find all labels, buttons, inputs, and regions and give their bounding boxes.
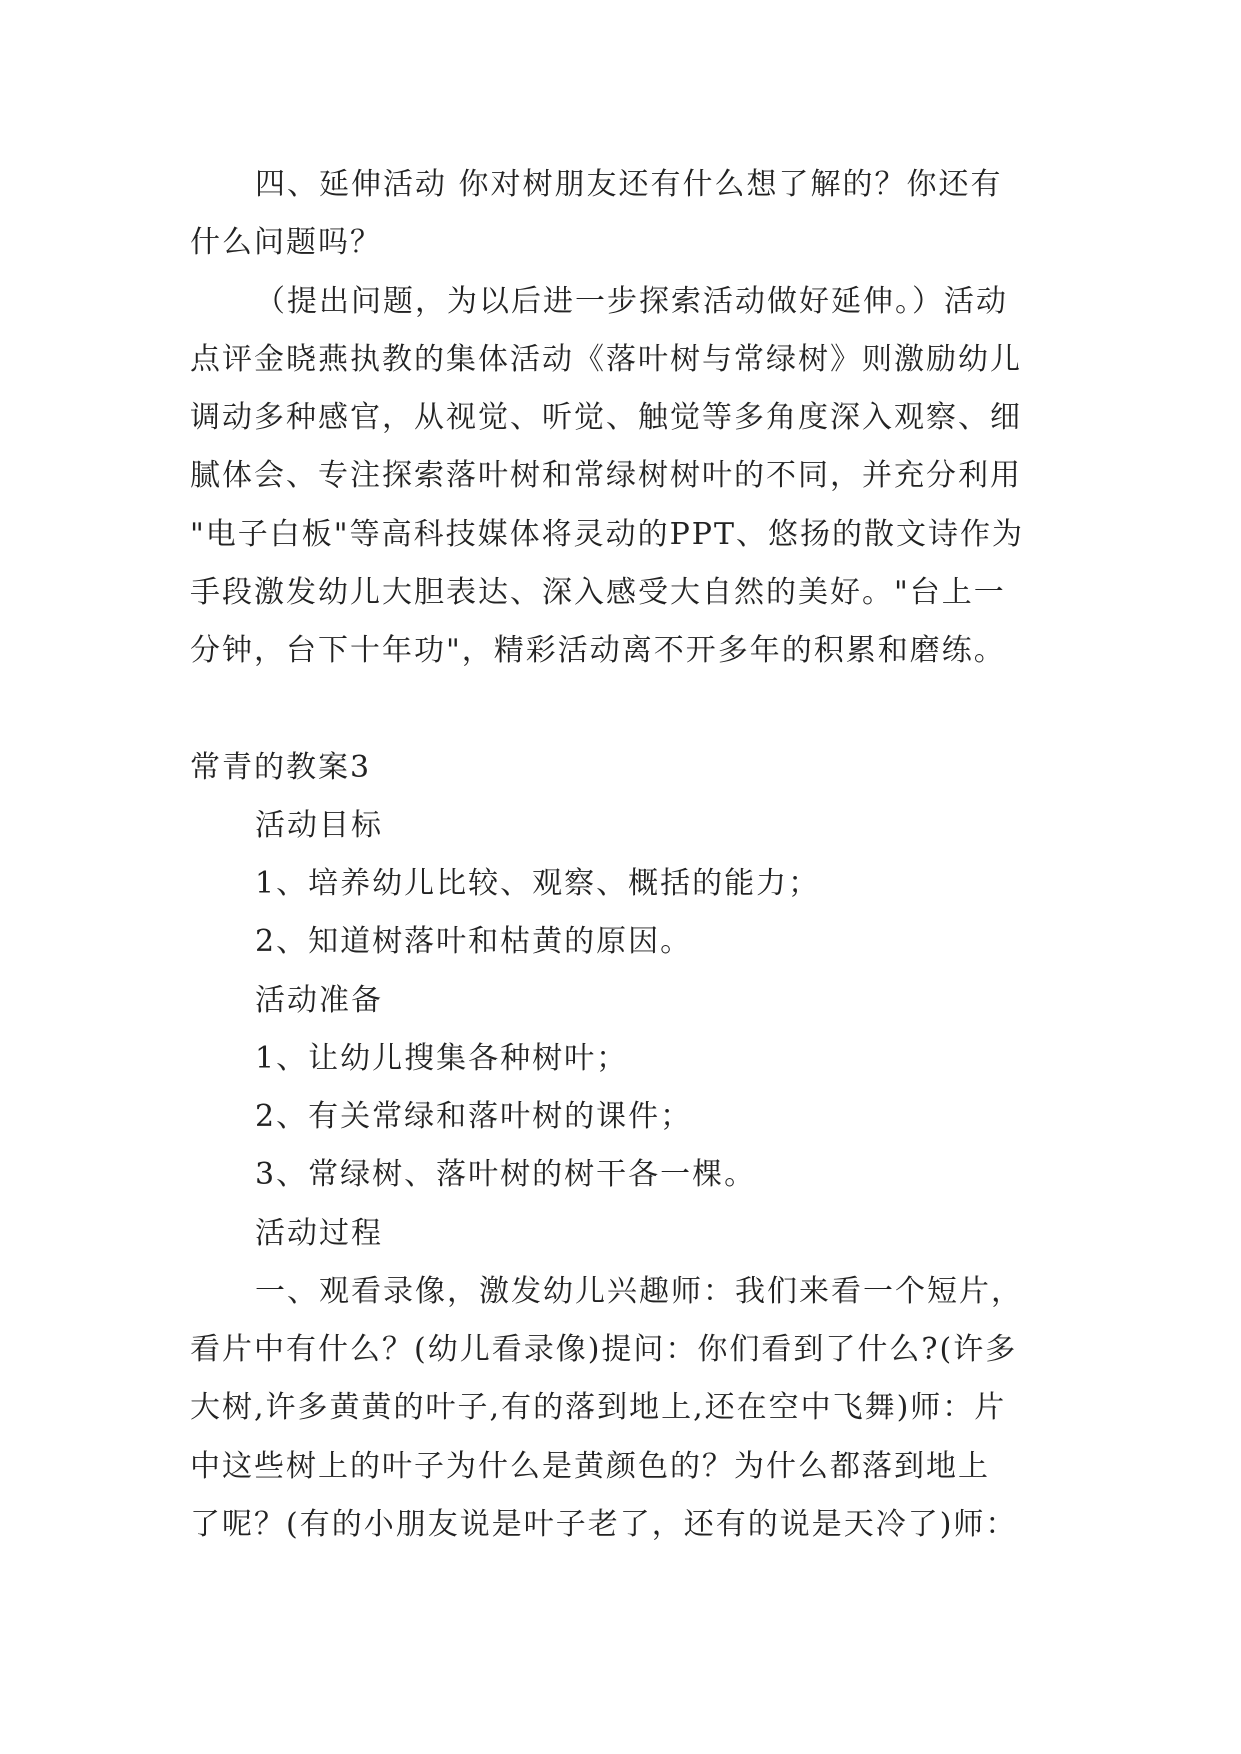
paragraph-line: 什么问题吗？	[190, 225, 382, 260]
paragraph-line: 了呢？(有的小朋友说是叶子老了，还有的说是天冷了)师：	[190, 1507, 1018, 1542]
subheading: 活动过程	[255, 1216, 383, 1251]
list-item: 3、常绿树、落叶树的树干各一棵。	[255, 1157, 757, 1192]
paragraph-line: 四、延伸活动 你对树朋友还有什么想了解的？你还有	[255, 167, 1003, 202]
paragraph-line: 中这些树上的叶子为什么是黄颜色的？为什么都落到地上	[190, 1449, 990, 1484]
paragraph-line: （提出问题，为以后进一步探索活动做好延伸。）活动	[255, 284, 1008, 319]
paragraph-line: 点评金晓燕执教的集体活动《落叶树与常绿树》则激励幼儿	[190, 342, 1022, 377]
paragraph-line: 手段激发幼儿大胆表达、深入感受大自然的美好。"台上一	[190, 575, 1006, 610]
section-title: 常青的教案3	[190, 750, 372, 785]
paragraph-line: 调动多种感官，从视觉、听觉、触觉等多角度深入观察、细	[190, 400, 1022, 435]
paragraph-line: "电子白板"等高科技媒体将灵动的PPT、悠扬的散文诗作为	[190, 517, 1024, 552]
paragraph-line: 腻体会、专注探索落叶树和常绿树树叶的不同，并充分利用	[190, 458, 1022, 493]
paragraph-line: 大树,许多黄黄的叶子,有的落到地上,还在空中飞舞)师：片	[190, 1390, 1007, 1425]
list-item: 1、培养幼儿比较、观察、概括的能力；	[255, 866, 821, 901]
list-item: 2、知道树落叶和枯黄的原因。	[255, 924, 693, 959]
list-item: 2、有关常绿和落叶树的课件；	[255, 1099, 693, 1134]
paragraph-line: 看片中有什么？(幼儿看录像)提问：你们看到了什么?(许多	[190, 1332, 1018, 1367]
subheading: 活动目标	[255, 808, 383, 843]
list-item: 1、让幼儿搜集各种树叶；	[255, 1041, 629, 1076]
paragraph-line: 一、观看录像，激发幼儿兴趣师：我们来看一个短片，	[255, 1274, 1023, 1309]
paragraph-line: 分钟，台下十年功"，精彩活动离不开多年的积累和磨练。	[190, 633, 1006, 668]
subheading: 活动准备	[255, 983, 383, 1018]
